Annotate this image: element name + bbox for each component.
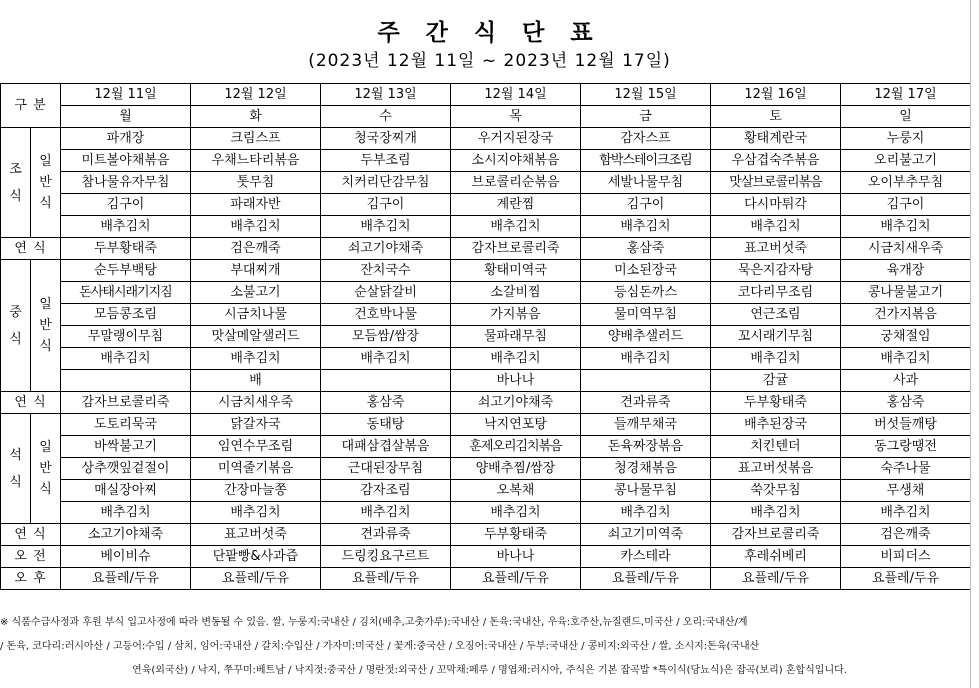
lunch_porridge-label: 연 식: [1, 392, 61, 414]
lunch-row: [1, 304, 971, 326]
dinner-menu-item: 배추김치: [451, 502, 581, 524]
lunch-menu-item: 배: [191, 370, 321, 392]
pm_snack-row: [1, 568, 971, 590]
pm_snack-label: 오 후: [1, 568, 61, 590]
breakfast-menu-item: 다시마튀각: [711, 194, 841, 216]
breakfast-row: [1, 150, 971, 172]
lunch-label-char: 식: [9, 331, 22, 347]
lunch_porridge-item: 쇠고기야채죽: [451, 392, 581, 414]
day-cell: 일: [841, 106, 971, 128]
dinner-menu-item: 청경채볶음: [581, 458, 711, 480]
breakfast-menu-item: 두부조림: [321, 150, 451, 172]
breakfast-menu-item: 김구이: [321, 194, 451, 216]
dinner_porridge-item: 소고기야채죽: [61, 524, 191, 546]
dinner_porridge-label: 연 식: [1, 524, 61, 546]
breakfast-menu-item: 참나물유자무침: [61, 172, 191, 194]
breakfast-menu-item: 계란찜: [451, 194, 581, 216]
lunch-menu-item: 모듬콩조림: [61, 304, 191, 326]
lunch-menu-item: 등심돈까스: [581, 282, 711, 304]
lunch-menu-item: 황태미역국: [451, 260, 581, 282]
dinner-menu-item: 배추김치: [191, 502, 321, 524]
am_snack-item: 비피더스: [841, 546, 971, 568]
lunch-menu-item: 양배추샐러드: [581, 326, 711, 348]
breakfast_porridge-row: [1, 238, 971, 260]
dinner-menu-item: 낙지연포탕: [451, 414, 581, 436]
pm_snack-item: 요플레/두유: [711, 568, 841, 590]
dinner-menu-item: 상추깻잎겉절이: [61, 458, 191, 480]
lunch_porridge-item: 홍삼죽: [321, 392, 451, 414]
lunch-row: [1, 260, 971, 282]
breakfast-row: [1, 172, 971, 194]
notes-section: [0, 612, 979, 684]
dinner-menu-item: 동그랑땡전: [841, 436, 971, 458]
dinner-general-label: [31, 414, 61, 524]
lunch-label-char: 중: [9, 304, 22, 320]
breakfast-menu-item: 김구이: [581, 194, 711, 216]
breakfast_porridge-label: 연 식: [1, 238, 61, 260]
dinner_porridge-item: 견과류죽: [321, 524, 451, 546]
breakfast-menu-item: 배추김치: [451, 216, 581, 238]
breakfast-menu-item: 치커리단감무침: [321, 172, 451, 194]
lunch-menu-item: [581, 370, 711, 392]
lunch-menu-item: 꼬시래기무침: [711, 326, 841, 348]
dinner-menu-item: 배추김치: [711, 502, 841, 524]
dinner-menu-item: 훈제오리김치볶음: [451, 436, 581, 458]
dinner-menu-item: 매실장아찌: [61, 480, 191, 502]
am_snack-item: 후레쉬베리: [711, 546, 841, 568]
lunch-menu-item: 배추김치: [321, 348, 451, 370]
dinner-label-char: 식: [9, 474, 22, 490]
lunch_porridge-item: 홍삼죽: [841, 392, 971, 414]
dinner-label: [1, 414, 31, 524]
breakfast-row: [1, 128, 971, 150]
dinner_porridge-row: [1, 524, 971, 546]
lunch-menu-item: 잔치국수: [321, 260, 451, 282]
dinner-menu-item: 치킨텐더: [711, 436, 841, 458]
lunch_porridge-item: 두부황태죽: [711, 392, 841, 414]
dinner-menu-item: 오복채: [451, 480, 581, 502]
dinner-menu-item: 표고버섯볶음: [711, 458, 841, 480]
note-line: ※ 식품수급사정과 후원 부식 입고사정에 따라 변동될 수 있음. 쌀, 누룽지:국내산 / 김치(배추,고춧가루):국내산 / 돈육:국내산, 우육:호주산,뉴질랜드,미국산 / 오리:국내산/계: [0, 617, 748, 628]
breakfast-menu-item: 감자스프: [581, 128, 711, 150]
lunch-menu-item: 건가지볶음: [841, 304, 971, 326]
breakfast-menu-item: 우거지된장국: [451, 128, 581, 150]
lunch-menu-item: 배추김치: [451, 348, 581, 370]
lunch-menu-item: 육개장: [841, 260, 971, 282]
pm_snack-item: 요플레/두유: [451, 568, 581, 590]
date-cell: 12월 17일: [841, 84, 971, 106]
breakfast_porridge-item: 검은깨죽: [191, 238, 321, 260]
page-subtitle-period: (2023년 12월 11일 ~ 2023년 12월 17일): [308, 51, 671, 71]
dinner-menu-item: 대패삼겹살볶음: [321, 436, 451, 458]
dinner-menu-item: 임연수무조림: [191, 436, 321, 458]
page-title: 주 간 식 단 표: [377, 20, 602, 46]
weekly-menu-table: [0, 83, 971, 590]
breakfast-menu-item: 배추김치: [581, 216, 711, 238]
dinner-label-char: 석: [9, 447, 22, 463]
pm_snack-item: 요플레/두유: [191, 568, 321, 590]
lunch-menu-item: 궁채절임: [841, 326, 971, 348]
lunch-menu-item: 배추김치: [61, 348, 191, 370]
dinner_porridge-item: 쇠고기미역죽: [581, 524, 711, 546]
am_snack-item: 베이비슈: [61, 546, 191, 568]
breakfast-menu-item: 오리불고기: [841, 150, 971, 172]
breakfast-menu-item: 김구이: [841, 194, 971, 216]
am_snack-row: [1, 546, 971, 568]
lunch-label: [1, 260, 31, 392]
breakfast-menu-item: 톳무침: [191, 172, 321, 194]
general-label-char: 식: [39, 196, 52, 211]
lunch_porridge-row: [1, 392, 971, 414]
breakfast-menu-item: 청국장찌개: [321, 128, 451, 150]
lunch-menu-item: 미소된장국: [581, 260, 711, 282]
dinner-menu-item: 들깨무채국: [581, 414, 711, 436]
dinner-row: [1, 458, 971, 480]
general-label-char: 일: [39, 440, 52, 455]
am_snack-item: 드링킹요구르트: [321, 546, 451, 568]
breakfast-menu-item: 누룽지: [841, 128, 971, 150]
day-cell: 토: [711, 106, 841, 128]
date-cell: 12월 12일: [191, 84, 321, 106]
lunch_porridge-item: 시금치새우죽: [191, 392, 321, 414]
dinner-menu-item: 닭갈자국: [191, 414, 321, 436]
breakfast-menu-item: 파래자반: [191, 194, 321, 216]
dinner-menu-item: 간장마늘쫑: [191, 480, 321, 502]
breakfast-menu-item: 우채느타리볶음: [191, 150, 321, 172]
breakfast-menu-item: 배추김치: [841, 216, 971, 238]
lunch-row: [1, 282, 971, 304]
dinner-menu-item: 돈육짜장볶음: [581, 436, 711, 458]
lunch-menu-item: 시금치나물: [191, 304, 321, 326]
lunch-general-label: [31, 260, 61, 392]
dinner-menu-item: 콩나물무침: [581, 480, 711, 502]
lunch-menu-item: 건호박나물: [321, 304, 451, 326]
breakfast-menu-item: 세발나물무침: [581, 172, 711, 194]
dinner-row: [1, 502, 971, 524]
dinner-menu-item: 바싹불고기: [61, 436, 191, 458]
breakfast-row: [1, 216, 971, 238]
dinner-menu-item: 양배추찜/쌈장: [451, 458, 581, 480]
breakfast-menu-item: 미트볼야채볶음: [61, 150, 191, 172]
breakfast-menu-item: 우삼겹숙주볶음: [711, 150, 841, 172]
dinner-menu-item: 감자조림: [321, 480, 451, 502]
dinner-menu-item: 숙주나물: [841, 458, 971, 480]
note-line: 연육(외국산) / 낙지, 쭈꾸미:베트남 / 낙지젓:중국산 / 명란젓:외국산 / 꼬막채:페루 / 명엽채:러시아, 주식은 기본 잡곡밥 *특이식(당뇨식)은 잡곡(보리) 혼합식입니다.: [132, 665, 847, 676]
date-cell: 12월 11일: [61, 84, 191, 106]
lunch-menu-item: 가지볶음: [451, 304, 581, 326]
dinner-menu-item: 버섯들깨탕: [841, 414, 971, 436]
lunch-menu-item: 배추김치: [841, 348, 971, 370]
lunch-menu-item: 감귤: [711, 370, 841, 392]
lunch-row: [1, 348, 971, 370]
breakfast-row: [1, 194, 971, 216]
breakfast-menu-item: 배추김치: [321, 216, 451, 238]
dinner-menu-item: 배추김치: [841, 502, 971, 524]
lunch-menu-item: 소불고기: [191, 282, 321, 304]
general-label-char: 식: [39, 339, 52, 354]
dinner_porridge-item: 두부황태죽: [451, 524, 581, 546]
date-cell: 12월 14일: [451, 84, 581, 106]
breakfast_porridge-item: 쇠고기야채죽: [321, 238, 451, 260]
dinner-menu-item: 배추김치: [581, 502, 711, 524]
breakfast-menu-item: 맛살브로콜리볶음: [711, 172, 841, 194]
general-label-char: 식: [39, 482, 52, 497]
day-cell: 화: [191, 106, 321, 128]
breakfast-label-char: 조: [9, 161, 22, 177]
breakfast-label: [1, 128, 31, 238]
lunch-menu-item: 배추김치: [191, 348, 321, 370]
day-cell: 월: [61, 106, 191, 128]
pm_snack-item: 요플레/두유: [841, 568, 971, 590]
breakfast_porridge-item: 시금치새우죽: [841, 238, 971, 260]
breakfast-label-char: 식: [9, 188, 22, 204]
breakfast-menu-item: 브로콜리순볶음: [451, 172, 581, 194]
dinner-menu-item: 도토리묵국: [61, 414, 191, 436]
breakfast-menu-item: 크림스프: [191, 128, 321, 150]
breakfast_porridge-item: 두부황태죽: [61, 238, 191, 260]
lunch-menu-item: [61, 370, 191, 392]
dinner-row: [1, 480, 971, 502]
lunch-menu-item: 사과: [841, 370, 971, 392]
am_snack-item: 단팥빵&사과즙: [191, 546, 321, 568]
lunch-row: [1, 326, 971, 348]
breakfast-menu-item: 황태계란국: [711, 128, 841, 150]
header-label: 구 분: [1, 84, 61, 128]
window-edge: [970, 0, 979, 688]
lunch-menu-item: 순두부백탕: [61, 260, 191, 282]
dinner_porridge-item: 검은깨죽: [841, 524, 971, 546]
lunch-menu-item: 맛살메알샐러드: [191, 326, 321, 348]
day-cell: 수: [321, 106, 451, 128]
breakfast_porridge-item: 표고버섯죽: [711, 238, 841, 260]
lunch-menu-item: 배추김치: [581, 348, 711, 370]
dinner-menu-item: 무생채: [841, 480, 971, 502]
general-label-char: 반: [39, 461, 52, 476]
lunch_porridge-item: 감자브로콜리죽: [61, 392, 191, 414]
dinner-row: [1, 436, 971, 458]
lunch_porridge-item: 견과류죽: [581, 392, 711, 414]
lunch-menu-item: 코다리무조림: [711, 282, 841, 304]
general-label-char: 반: [39, 175, 52, 190]
dinner-menu-item: 미역줄기볶음: [191, 458, 321, 480]
breakfast-menu-item: 배추김치: [61, 216, 191, 238]
breakfast-menu-item: 배추김치: [711, 216, 841, 238]
lunch-menu-item: 돈사태시래기지짐: [61, 282, 191, 304]
date-cell: 12월 13일: [321, 84, 451, 106]
day-cell: 금: [581, 106, 711, 128]
dinner-row: [1, 414, 971, 436]
am_snack-item: 바나나: [451, 546, 581, 568]
dinner-menu-item: 쑥갓무침: [711, 480, 841, 502]
lunch-menu-item: 소갈비찜: [451, 282, 581, 304]
am_snack-label: 오 전: [1, 546, 61, 568]
pm_snack-item: 요플레/두유: [321, 568, 451, 590]
lunch-row: [1, 370, 971, 392]
dinner-menu-item: 근대된장무침: [321, 458, 451, 480]
lunch-menu-item: [321, 370, 451, 392]
lunch-menu-item: 무말랭이무침: [61, 326, 191, 348]
dinner-menu-item: 배추김치: [321, 502, 451, 524]
breakfast-menu-item: 김구이: [61, 194, 191, 216]
dinner_porridge-item: 표고버섯죽: [191, 524, 321, 546]
breakfast-menu-item: 함박스테이크조림: [581, 150, 711, 172]
breakfast_porridge-item: 홍삼죽: [581, 238, 711, 260]
lunch-menu-item: 모듬쌈/쌈장: [321, 326, 451, 348]
breakfast-general-label: [31, 128, 61, 238]
lunch-menu-item: 연근조림: [711, 304, 841, 326]
lunch-menu-item: 바나나: [451, 370, 581, 392]
lunch-menu-item: 순살닭갈비: [321, 282, 451, 304]
pm_snack-item: 요플레/두유: [581, 568, 711, 590]
am_snack-item: 카스테라: [581, 546, 711, 568]
day-cell: 목: [451, 106, 581, 128]
general-label-char: 일: [39, 297, 52, 312]
days-row: [1, 106, 971, 128]
dinner-menu-item: 배추된장국: [711, 414, 841, 436]
breakfast_porridge-item: 감자브로콜리죽: [451, 238, 581, 260]
breakfast-menu-item: 배추김치: [191, 216, 321, 238]
dinner-menu-item: 동태탕: [321, 414, 451, 436]
lunch-menu-item: 배추김치: [711, 348, 841, 370]
breakfast-menu-item: 파개장: [61, 128, 191, 150]
lunch-menu-item: 물파래무침: [451, 326, 581, 348]
date-cell: 12월 15일: [581, 84, 711, 106]
dates-row: [1, 84, 971, 106]
date-cell: 12월 16일: [711, 84, 841, 106]
dinner_porridge-item: 감자브로콜리죽: [711, 524, 841, 546]
lunch-menu-item: 묵은지감자탕: [711, 260, 841, 282]
lunch-menu-item: 콩나물불고기: [841, 282, 971, 304]
breakfast-menu-item: 오이부추무침: [841, 172, 971, 194]
note-line: / 돈육, 코다리:러시아산 / 고등어:수입 / 삼치, 임어:국내산 / 갈치:수입산 / 가자미:미국산 / 꽃게:중국산 / 오징어:국내산 / 두부:국내산 / 콩비지:외국산 / 쌀, 소시지:돈육(국내산: [0, 641, 760, 652]
dinner-menu-item: 배추김치: [61, 502, 191, 524]
lunch-menu-item: 부대찌개: [191, 260, 321, 282]
pm_snack-item: 요플레/두유: [61, 568, 191, 590]
general-label-char: 반: [39, 318, 52, 333]
general-label-char: 일: [39, 154, 52, 169]
lunch-menu-item: 물미역무침: [581, 304, 711, 326]
breakfast-menu-item: 소시지야채볶음: [451, 150, 581, 172]
